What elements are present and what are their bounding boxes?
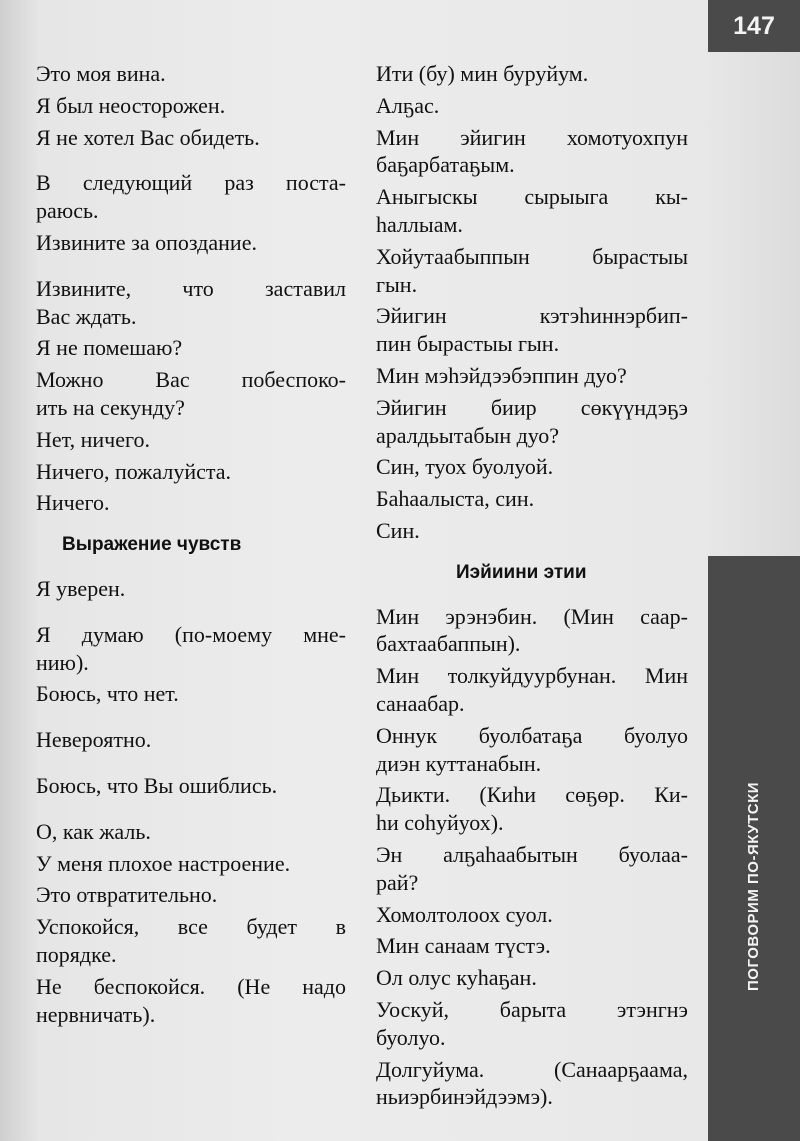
phrase-line: пин бырастыы гын. [376, 331, 560, 357]
phrase-line: Извините за опоздание. [36, 229, 257, 255]
side-tab-label: ПОГОВОРИМ ПО-ЯКУТСКИ [745, 781, 762, 991]
phrase-entry [36, 92, 346, 120]
phrase-entry [36, 913, 346, 969]
phrase-entry [376, 932, 688, 960]
phrase-group [376, 603, 688, 1112]
phrase-line: буолуо. [376, 1024, 446, 1050]
phrase-group [36, 818, 346, 1029]
phrase-line: Хомолтолоох суол. [376, 901, 553, 927]
phrase-line: һаллыам. [376, 211, 463, 237]
phrase-entry [36, 229, 346, 257]
phrase-line: Невероятно. [36, 727, 152, 753]
section-side-tab [708, 556, 800, 1141]
phrase-line: Алҕас. [376, 92, 440, 118]
phrase-group [376, 60, 688, 179]
phrase-line: Вас ждать. [36, 303, 137, 329]
phrase-entry [36, 680, 346, 708]
phrase-line: рай? [376, 869, 419, 895]
phrase-line: Боюсь, что нет. [36, 681, 179, 707]
phrase-line: Я был неосторожен. [36, 92, 226, 118]
phrase-line: Ничего, пожалуйста. [36, 458, 232, 484]
phrase-line: Ничего. [36, 490, 110, 516]
phrase-entry [376, 517, 688, 545]
phrase-line: Долгуйума. (Санаарҕаама, [376, 1056, 688, 1082]
phrase-entry [376, 124, 688, 180]
phrase-line: Я думаю (по-моему мне- [36, 621, 346, 647]
phrase-entry [36, 366, 346, 422]
phrase-line: раюсь. [36, 198, 99, 224]
phrase-entry [376, 243, 688, 299]
phrase-entry [36, 275, 346, 331]
phrase-line: В следующий раз поста- [36, 170, 346, 196]
phrase-entry [376, 302, 688, 358]
phrase-entry [376, 901, 688, 929]
russian-column [36, 60, 346, 1032]
phrase-entry [376, 964, 688, 992]
phrase-line: Нет, ничего. [36, 426, 150, 452]
phrase-line: бахтаабаппын). [376, 631, 521, 657]
phrase-entry [376, 92, 688, 120]
phrase-line: диэн куттанабын. [376, 750, 542, 776]
phrase-line: Мин эйигин хомотуохпун [376, 124, 688, 150]
phrase-line: Мин санаам түстэ. [376, 933, 551, 959]
phrase-entry [376, 183, 688, 239]
phrase-line: Хойутаабыппын бырастыы [376, 243, 688, 269]
phrase-line: Мин мэһэйдээбэппин дуо? [376, 362, 627, 388]
phrase-entry [376, 485, 688, 513]
phrase-entry [376, 841, 688, 897]
phrase-line: нию). [36, 649, 89, 675]
phrase-entry [36, 124, 346, 152]
phrase-line: Боюсь, что Вы ошиблись. [36, 772, 278, 798]
phrase-line: Аныгыскы сырыыга кы- [376, 184, 688, 210]
phrase-entry [36, 726, 346, 754]
phrase-entry [36, 426, 346, 454]
phrase-group [376, 302, 688, 544]
phrase-line: Я уверен. [36, 575, 126, 601]
phrase-line: Ити (бу) мин буруйум. [376, 61, 589, 86]
phrase-entry [376, 781, 688, 837]
phrase-entry [376, 60, 688, 88]
phrase-group [36, 169, 346, 256]
phrase-line: Можно Вас побеспоко- [36, 367, 346, 393]
section-heading-russian: Выражение чувств [62, 534, 242, 556]
phrase-line: Син. [376, 517, 420, 543]
phrase-line: порядке. [36, 941, 117, 967]
phrase-entry [36, 334, 346, 362]
phrase-entry [36, 169, 346, 225]
phrase-line: нервничать). [36, 1001, 156, 1027]
phrase-line: һи соһуйуох). [376, 810, 504, 836]
phrase-line: Извините, что заставил [36, 275, 346, 301]
phrase-line: Я не хотел Вас обидеть. [36, 124, 260, 150]
phrase-group [36, 726, 346, 754]
phrase-entry [376, 362, 688, 390]
phrase-entry [376, 662, 688, 718]
phrase-line: У меня плохое настроение. [36, 850, 291, 876]
phrase-line: Ол олус куһаҕан. [376, 965, 537, 991]
phrase-group [36, 275, 346, 517]
phrase-line: Я не помешаю? [36, 335, 183, 361]
phrase-line: санаабар. [376, 690, 465, 716]
phrase-line: гын. [376, 271, 418, 297]
phrase-entry [36, 575, 346, 603]
phrase-group [36, 575, 346, 603]
phrase-line: Эйигин кэтэһиннэрбип- [376, 303, 688, 329]
phrase-entry [376, 603, 688, 659]
phrase-entry [36, 489, 346, 517]
phrase-entry [36, 881, 346, 909]
section-heading-yakut: Иэйиини этии [456, 561, 587, 583]
phrase-line: Мин толкуйдуурбунан. Мин [376, 663, 688, 689]
phrase-group [36, 60, 346, 151]
phrase-line: баҕарбатаҕым. [376, 152, 515, 178]
page-number: 147 [708, 0, 800, 52]
phrase-entry [376, 1056, 688, 1112]
phrase-line: аралдьытабын дуо? [376, 422, 560, 448]
phrase-line: ньиэрбинэйдээмэ). [376, 1084, 553, 1110]
phrase-entry [36, 973, 346, 1029]
phrase-entry [376, 453, 688, 481]
phrase-line: Баһаалыста, син. [376, 486, 535, 512]
phrase-line: Дьикти. (Киһи сөҕөр. Ки- [376, 782, 688, 808]
phrase-entry [36, 772, 346, 800]
phrase-line: Уоскуй, барыта этэнгнэ [376, 996, 688, 1022]
phrase-line: Син, туох буолуой. [376, 454, 554, 480]
yakut-column [376, 60, 688, 1115]
phrase-group [376, 183, 688, 298]
phrase-line: Не беспокойся. (Не надо [36, 973, 346, 999]
phrase-entry [376, 394, 688, 450]
phrase-line: Оннук буолбатаҕа буолуо [376, 722, 688, 748]
phrase-entry [376, 996, 688, 1052]
phrase-entry [36, 850, 346, 878]
phrase-entry [376, 722, 688, 778]
phrase-entry [36, 60, 346, 88]
phrase-group [36, 772, 346, 800]
phrase-line: Мин эрэнэбин. (Мин саар- [376, 603, 688, 629]
phrase-entry [36, 621, 346, 677]
phrase-line: Эйигин биир сөкүүндэҕэ [376, 394, 688, 420]
phrase-line: Это моя вина. [36, 61, 166, 86]
phrase-line: О, как жаль. [36, 818, 151, 844]
phrase-line: Эн алҕаһаабытын буолаа- [376, 841, 688, 867]
phrase-line: ить на секунду? [36, 394, 185, 420]
phrase-line: Успокойся, все будет в [36, 914, 346, 940]
phrase-entry [36, 458, 346, 486]
phrase-line: Это отвратительно. [36, 882, 218, 908]
phrase-entry [36, 818, 346, 846]
phrase-group [36, 621, 346, 708]
